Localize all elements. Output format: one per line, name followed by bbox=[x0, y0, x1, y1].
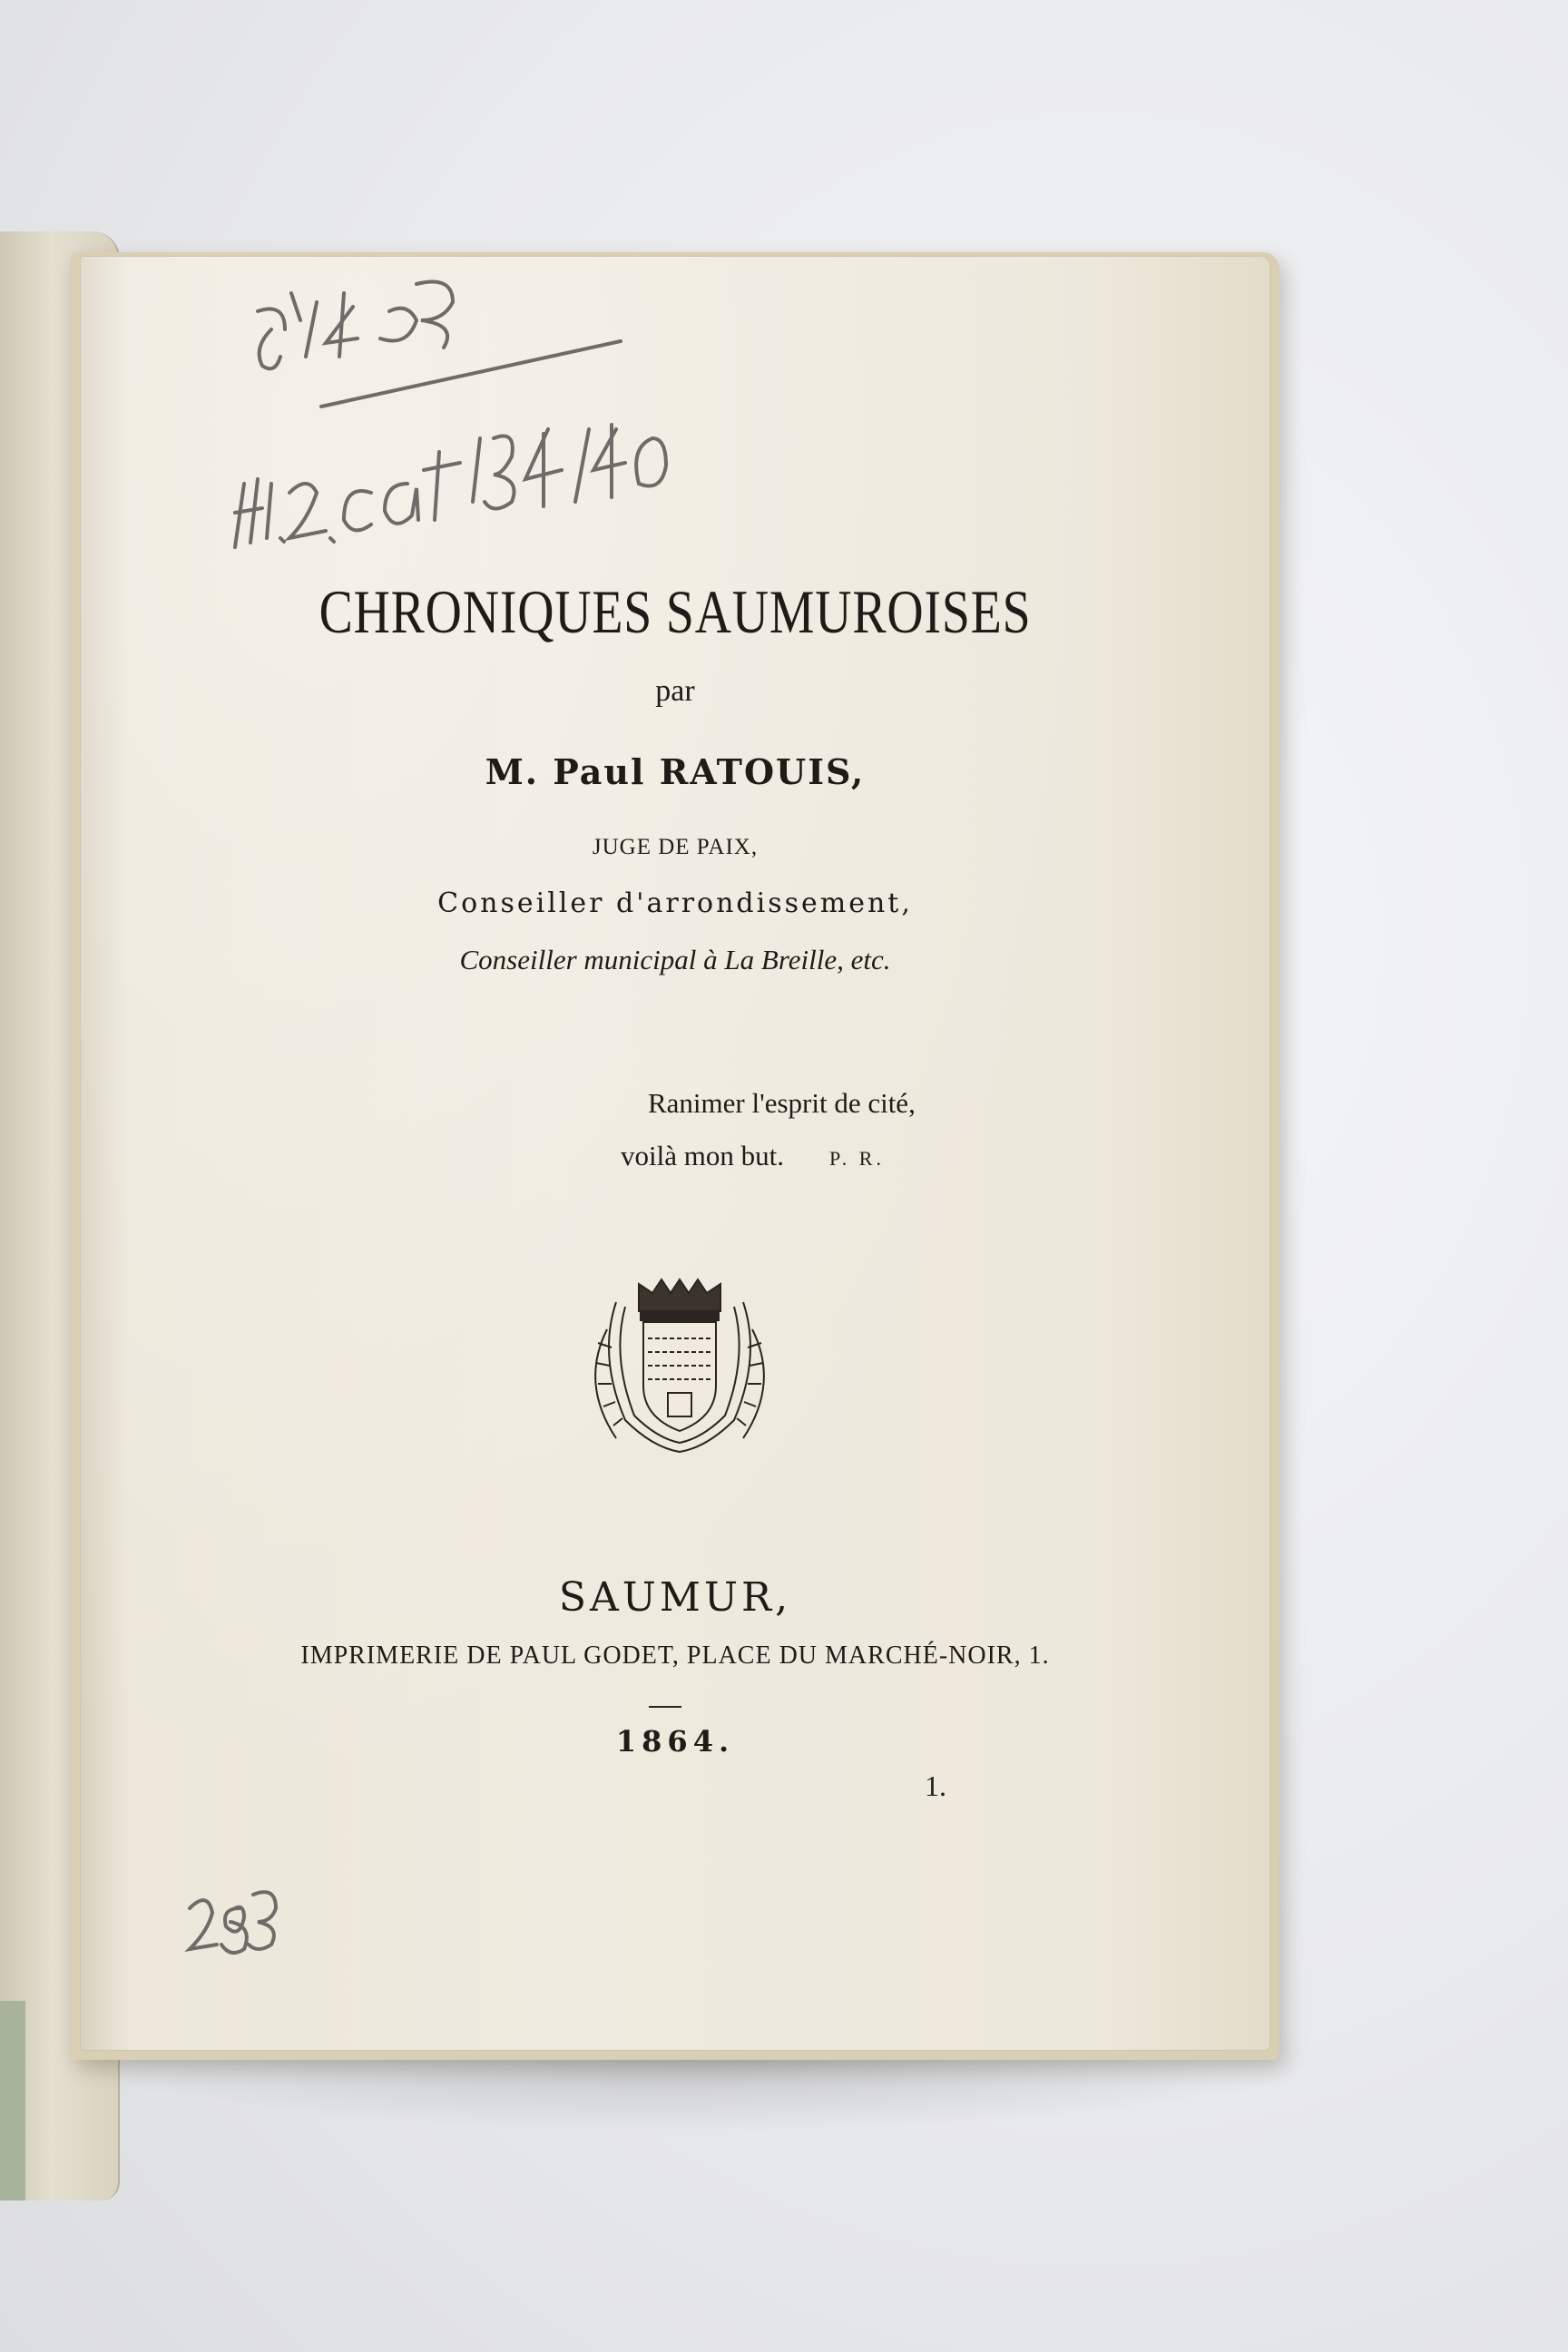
coat-of-arms-icon bbox=[575, 1266, 784, 1465]
epigraph-line-2-wrap bbox=[621, 1130, 916, 1185]
author-role-1: JUGE DE PAIX, bbox=[592, 835, 759, 859]
pencil-margin-number bbox=[181, 1881, 299, 1972]
author-name: M. Paul RATOUIS, bbox=[485, 751, 866, 792]
author-role-2: Conseiller d'arrondissement, bbox=[437, 887, 913, 919]
title-page bbox=[80, 256, 1270, 2051]
by-line: par bbox=[655, 674, 695, 708]
epigraph bbox=[621, 1077, 916, 1185]
divider-rule bbox=[649, 1706, 681, 1708]
cloth-spine bbox=[0, 2001, 25, 2200]
epigraph-line-1: Ranimer l'esprit de cité, bbox=[648, 1087, 916, 1119]
author-role-3: Conseiller municipal à La Breille, etc. bbox=[459, 944, 891, 975]
book-title: CHRONIQUES SAUMUROISES bbox=[318, 577, 1032, 646]
epigraph-initials: P. R. bbox=[828, 1147, 885, 1170]
signature-mark: 1. bbox=[925, 1769, 946, 1802]
imprint-year: 1864. bbox=[615, 1724, 735, 1759]
epigraph-line-2: voilà mon but. bbox=[621, 1140, 784, 1171]
imprint-printer: IMPRIMERIE DE PAUL GODET, PLACE DU MARCHÉ-NOIR, 1. bbox=[300, 1642, 1050, 1670]
pencil-annotation-top bbox=[217, 275, 689, 602]
imprint-city: SAUMUR, bbox=[558, 1574, 792, 1621]
